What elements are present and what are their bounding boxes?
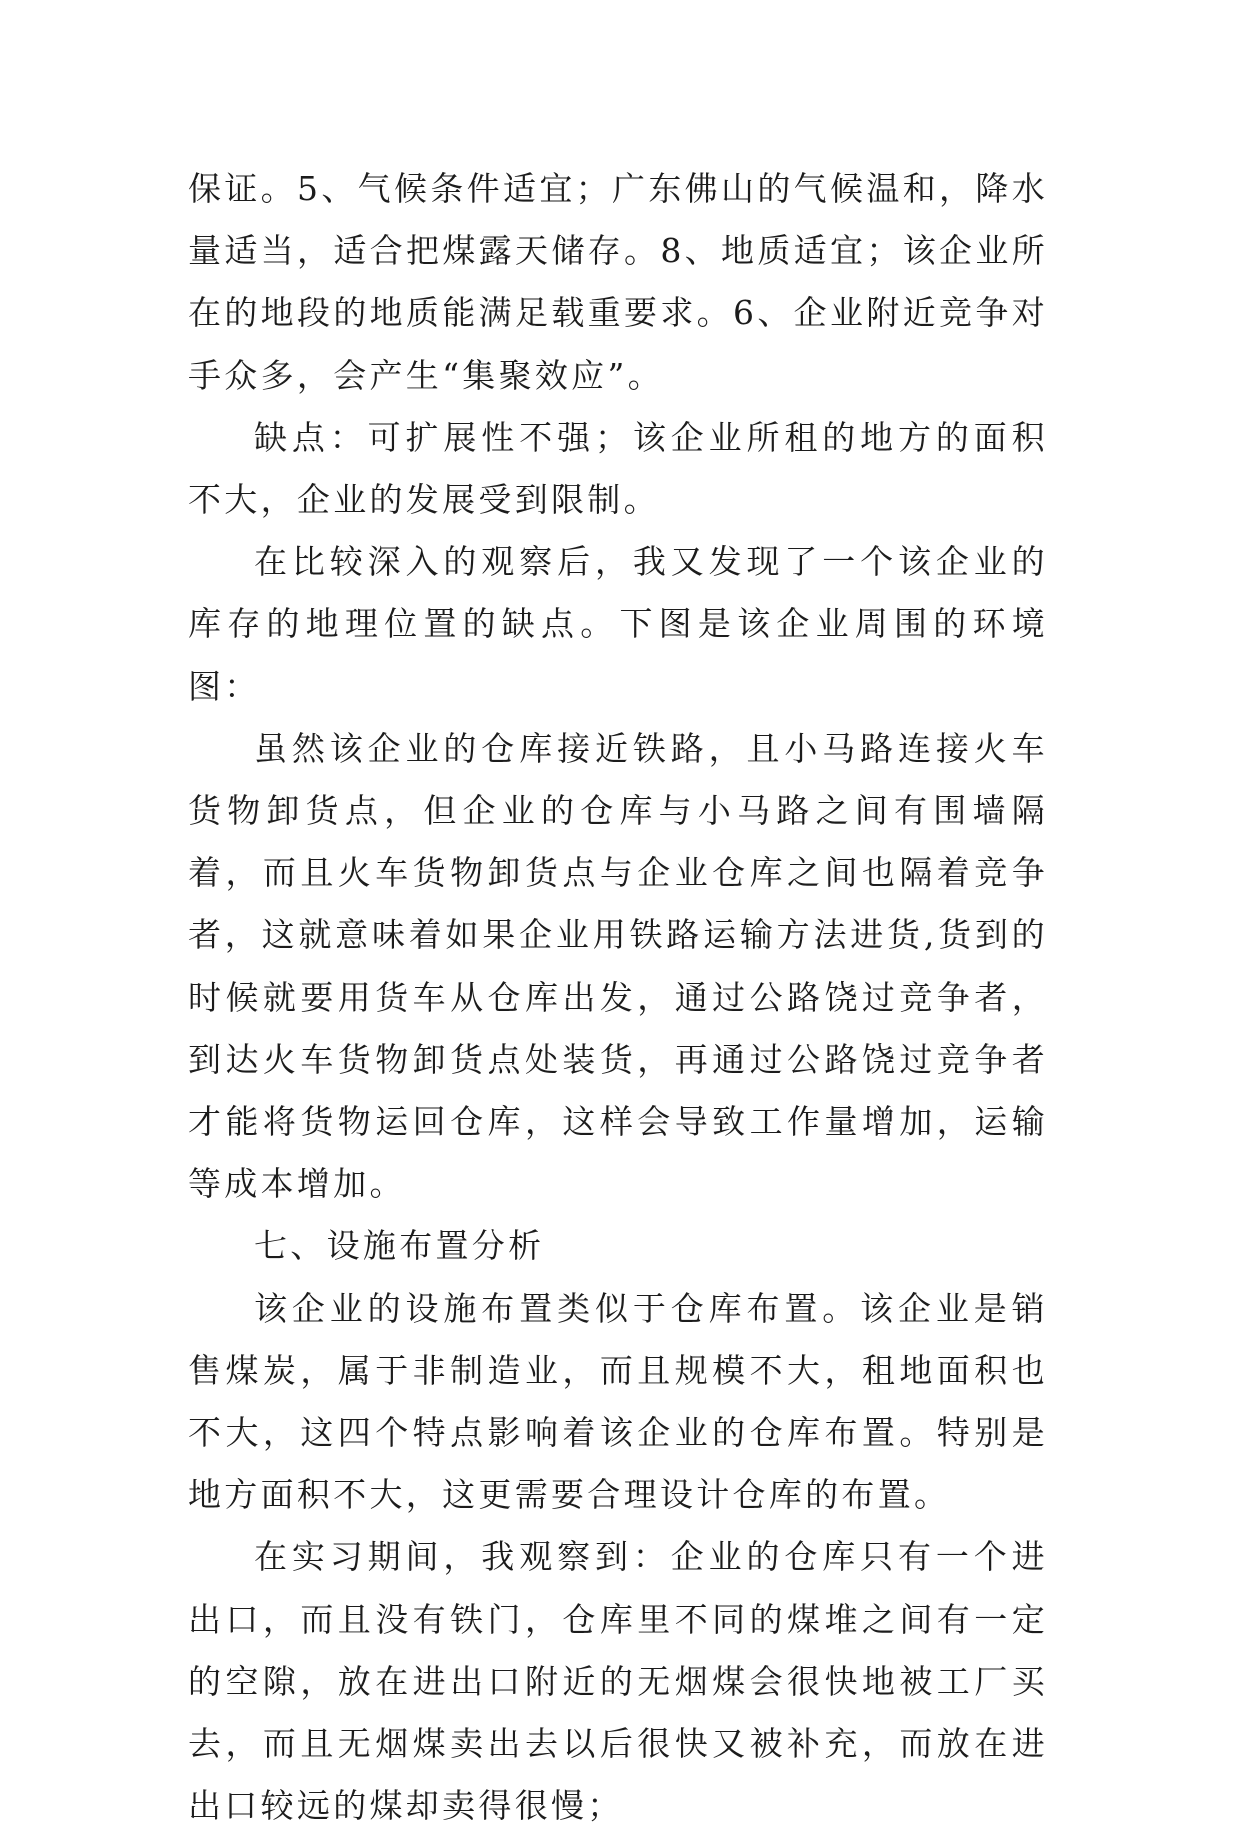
paragraph-advantages-continued: 保证。5、气候条件适宜；广东佛山的气候温和，降水量适当，适合把煤露天储存。8、地质适宜；该企业所在的地段的地质能满足载重要求。6、企业附近竞争对手众多，会产生“集聚效应”。 xyxy=(188,169,1048,395)
paragraph-facility-layout: 该企业的设施布置类似于仓库布置。该企业是销售煤炭，属于非制造业，而且规模不大，租地面积也不大，这四个特点影响着该企业的仓库布置。特别是地方面积不大，这更需要合理设计仓库的布置。 xyxy=(188,1288,1048,1515)
paragraph-internship-observation: 在实习期间，我观察到：企业的仓库只有一个进出口，而且没有铁门，仓库里不同的煤堆之间有一定的空隙，放在进出口附近的无烟煤会很快地被工厂买去，而且无烟煤卖出去以后很快又被补充，而放在进出口较远的煤却卖得很慢； xyxy=(188,1537,1048,1826)
paragraph-disadvantages: 缺点：可扩展性不强；该企业所租的地方的面积不大，企业的发展受到限制。 xyxy=(188,417,1048,520)
paragraph-railway-analysis: 虽然该企业的仓库接近铁路，且小马路连接火车货物卸货点，但企业的仓库与小马路之间有围墙隔着，而且火车货物卸货点与企业仓库之间也隔着竞争者，这就意味着如果企业用铁路运输方法进货,货到的时候就要用货车从仓库出发，通过公路饶过竞争者，到达火车货物卸货点处装货，再通过公路饶过竞争者才能将货物运回仓库，这样会导致工作量增加，运输等成本增加。 xyxy=(188,728,1048,1204)
section-heading-facility-layout: 七、设施布置分析 xyxy=(254,1226,545,1266)
body-text xyxy=(188,158,1048,1837)
paragraph-observation: 在比较深入的观察后，我又发现了一个该企业的库存的地理位置的缺点。下图是该企业周围的环境图： xyxy=(188,542,1048,706)
